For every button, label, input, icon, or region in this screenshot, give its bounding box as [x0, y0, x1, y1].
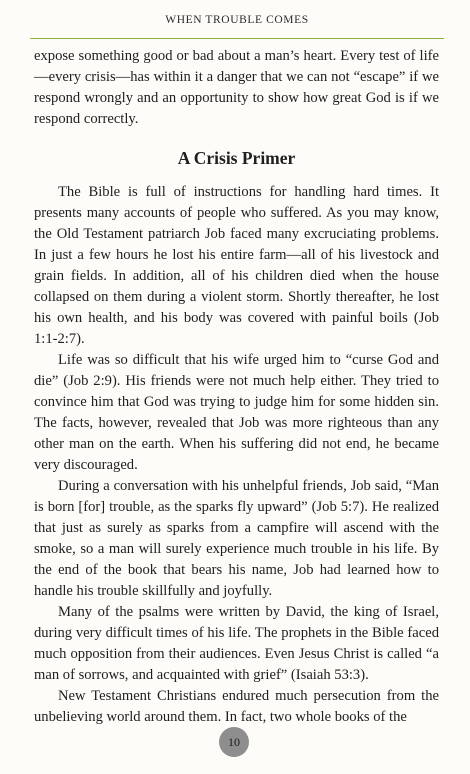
- running-head: WHEN TROUBLE COMES: [165, 14, 309, 26]
- section-heading: A Crisis Primer: [177, 148, 296, 168]
- paragraph: During a conversation with his unhelpful friends, Job said, “Man is born [for] trouble, as the sparks fly upward” (Job 5:7). He realized that just as surely as sparks from a campfire will ascend with the smoke, so a man will surely experience much trouble in his life. By the end of the book that bears his name, Job had learned how to handle his trouble skillfully and joyfully.: [34, 478, 439, 599]
- page-number-badge: 10: [219, 727, 249, 757]
- paragraph: Life was so difficult that his wife urged him to “curse God and die” (Job 2:9). His friends were not much help either. They tried to convince him that God was trying to judge him for some hidden sin. The facts, however, revealed that Job was more righteous than any other man on the earth. When his suffering did not end, he became very discouraged.: [34, 352, 439, 473]
- continued-paragraph: expose something good or bad about a man’s heart. Every test of life —every crisis—has within it a danger that we can not “escape” if we respond wrongly and an opportunity to show how great God is if we respond correctly.: [34, 48, 439, 127]
- header-rule: [30, 38, 444, 39]
- paragraph: New Testament Christians endured much persecution from the unbelieving world around them. In fact, two whole books of the: [34, 688, 439, 725]
- body-text: [34, 46, 439, 728]
- paragraph: Many of the psalms were written by David, the king of Israel, during very difficult times of his life. The prophets in the Bible faced much opposition from their audiences. Even Jesus Christ is called “a man of sorrows, and acquainted with grief” (Isaiah 53:3).: [34, 604, 439, 683]
- paragraph: The Bible is full of instructions for handling hard times. It presents many accounts of people who suffered. As you may know, the Old Testament patriarch Job faced many excruciating problems. In just a few hours he lost his entire farm—all of his livestock and grain fields. In addition, all of his children died when the house collapsed on them during a violent storm. Shortly thereafter, he lost his own health, and his body was covered with painful boils (Job 1:1-2:7).: [34, 184, 439, 347]
